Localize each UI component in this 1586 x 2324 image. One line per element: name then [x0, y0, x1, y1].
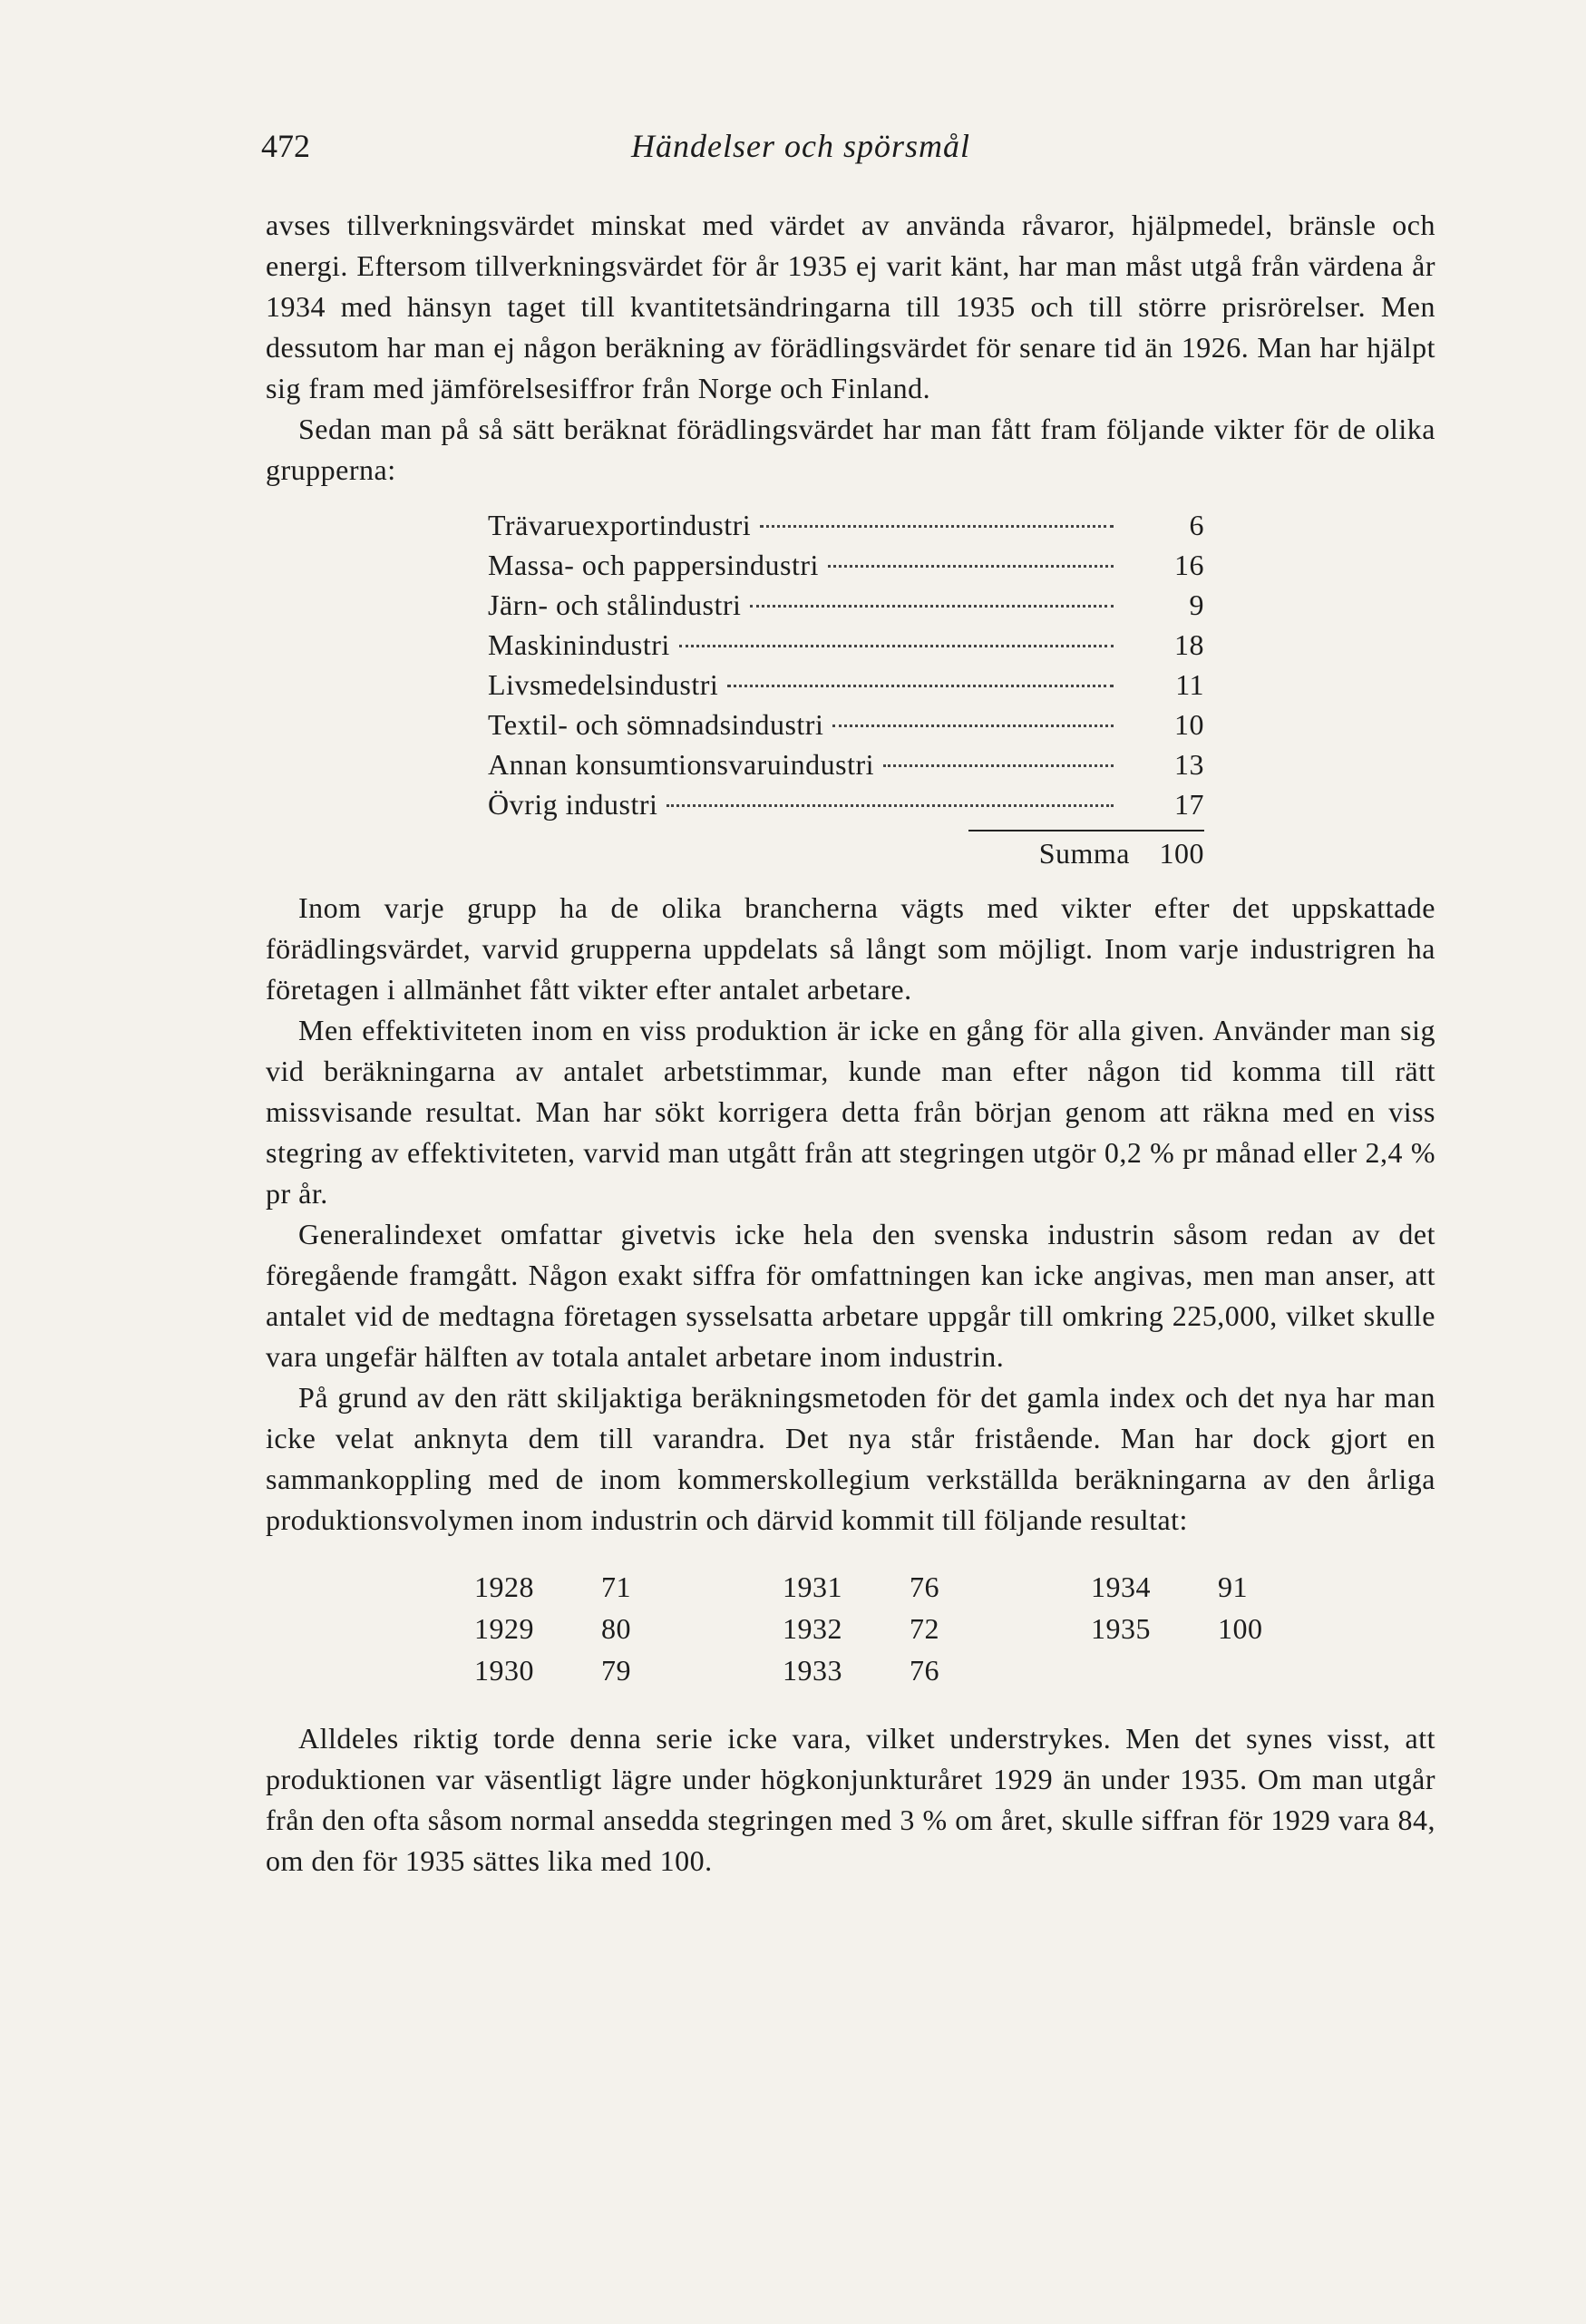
- index-table: [474, 1566, 1435, 1691]
- year-cell: 1930: [474, 1654, 534, 1687]
- value-cell: 80: [601, 1612, 631, 1645]
- row-label: Maskinindustri: [488, 628, 670, 661]
- paragraph: Inom varje grupp ha de olika brancherna vägts med vikter efter det uppskattade förädlingsvärdet, varvid grupperna uppdelats så långt som möjligt. Inom varje industrigren ha företagen i allmänhet fått vikter efter antalet arbetare.: [266, 891, 1435, 1006]
- year-cell: 1932: [783, 1612, 842, 1645]
- value-cell: [1218, 1649, 1345, 1691]
- row-value: 13: [1174, 748, 1204, 781]
- sum-row: [488, 831, 1204, 875]
- table-row: [488, 705, 1204, 744]
- table-row: [488, 784, 1204, 824]
- value-cell: 76: [910, 1654, 939, 1687]
- body-text: [266, 205, 1435, 1882]
- row-value: 16: [1174, 549, 1204, 581]
- sum-label: Summa: [1038, 836, 1130, 870]
- paragraph: Men effektiviteten inom en viss produktion är icke en gång för alla given. Använder man sig vid beräkningarna av antalet arbetstimmar, kunde man efter någon tid komma till rätt missvisande resultat. Man har sökt korrigera detta från början genom att räkna med en viss stegring av effektiviteten, varvid man utgått från att stegringen utgör 0,2 % pr månad eller 2,4 % pr år.: [266, 1014, 1435, 1210]
- row-value: 10: [1174, 708, 1204, 741]
- year-cell: 1933: [783, 1654, 842, 1687]
- paragraph: Alldeles riktig torde denna serie icke vara, vilket understrykes. Men det synes visst, att produktionen var väsentligt lägre under högkonjunkturåret 1929 än under 1935. Om man utgår från den ofta såsom normal ansedda stegringen med 3 % om året, skulle siffran för 1929 vara 84, om den för 1935 sättes lika med 100.: [266, 1722, 1435, 1877]
- value-cell: 91: [1218, 1570, 1248, 1603]
- year-cell: 1934: [1091, 1570, 1151, 1603]
- row-label: Trävaruexportindustri: [488, 509, 752, 541]
- row-label: Textil- och sömnadsindustri: [488, 708, 824, 741]
- page-header: [261, 127, 1440, 172]
- row-value: 17: [1174, 788, 1204, 821]
- row-value: 9: [1189, 588, 1204, 621]
- dot-leader: [667, 804, 1114, 807]
- paragraph: På grund av den rätt skiljaktiga beräkningsmetoden för det gamla index och det nya har man icke velat anknyta dem till varandra. Det nya står fristående. Man har dock gjort en sammankoppling med de inom kommerskollegium verkställda beräkningarna av den årliga produktionsvolymen inom industrin och därvid kommit till följande resultat:: [266, 1381, 1435, 1536]
- paragraph: Sedan man på så sätt beräknat förädlingsvärdet har man fått fram följande vikter för de olika grupperna:: [266, 413, 1435, 486]
- row-label: Järn- och stålindustri: [488, 588, 742, 621]
- page-number: 472: [261, 128, 310, 164]
- dot-leader: [750, 605, 1114, 608]
- paragraph: avses tillverkningsvärdet minskat med värdet av använda råvaror, hjälpmedel, bränsle och energi. Eftersom tillverkningsvärdet för år 1935 ej varit känt, har man måst utgå från värdena år 1934 med hänsyn taget till kvantitetsändringarna till 1935 och till större prisrörelser. Men dessutom har man ej någon beräkning av förädlingsvärdet för senare tid än 1926. Man har hjälpt sig fram med jämförelsesiffror från Norge och Finland.: [266, 209, 1435, 404]
- table-row: [488, 505, 1204, 545]
- row-label: Annan konsumtionsvaruindustri: [488, 748, 875, 781]
- dot-leader: [832, 724, 1114, 727]
- row-label: Livsmedelsindustri: [488, 668, 719, 701]
- weights-table: [488, 505, 1395, 875]
- table-row: [488, 585, 1204, 625]
- value-cell: 76: [910, 1570, 939, 1603]
- dot-leader: [760, 525, 1114, 528]
- row-label: Övrig industri: [488, 788, 658, 821]
- running-title: Händelser och spörsmål: [631, 128, 970, 164]
- year-cell: [1091, 1649, 1218, 1691]
- table-row: [488, 625, 1204, 665]
- value-cell: 72: [910, 1612, 939, 1645]
- year-cell: 1928: [474, 1570, 534, 1603]
- value-cell: 71: [601, 1570, 631, 1603]
- year-cell: 1931: [783, 1570, 842, 1603]
- table-row: [488, 744, 1204, 784]
- row-value: 11: [1175, 668, 1204, 701]
- paragraph: Generalindexet omfattar givetvis icke hela den svenska industrin såsom redan av det föregående framgått. Någon exakt siffra för omfattningen kan icke angivas, men man anser, att antalet vid de medtagna företagen sysselsatta arbetare uppgår till omkring 225,000, vilket skulle vara ungefär hälften av totala antalet arbetare inom industrin.: [266, 1218, 1435, 1373]
- value-cell: 79: [601, 1654, 631, 1687]
- table-row: [488, 665, 1204, 705]
- dot-leader: [883, 764, 1114, 767]
- row-label: Massa- och pappersindustri: [488, 549, 819, 581]
- table-row: [488, 545, 1204, 585]
- dot-leader: [727, 685, 1114, 687]
- sum-value: 100: [1159, 836, 1204, 870]
- year-cell: 1929: [474, 1612, 534, 1645]
- year-cell: 1935: [1091, 1612, 1151, 1645]
- dot-leader: [679, 645, 1114, 647]
- row-value: 18: [1174, 628, 1204, 661]
- row-value: 6: [1189, 509, 1204, 541]
- dot-leader: [828, 565, 1114, 568]
- value-cell: 100: [1218, 1612, 1263, 1645]
